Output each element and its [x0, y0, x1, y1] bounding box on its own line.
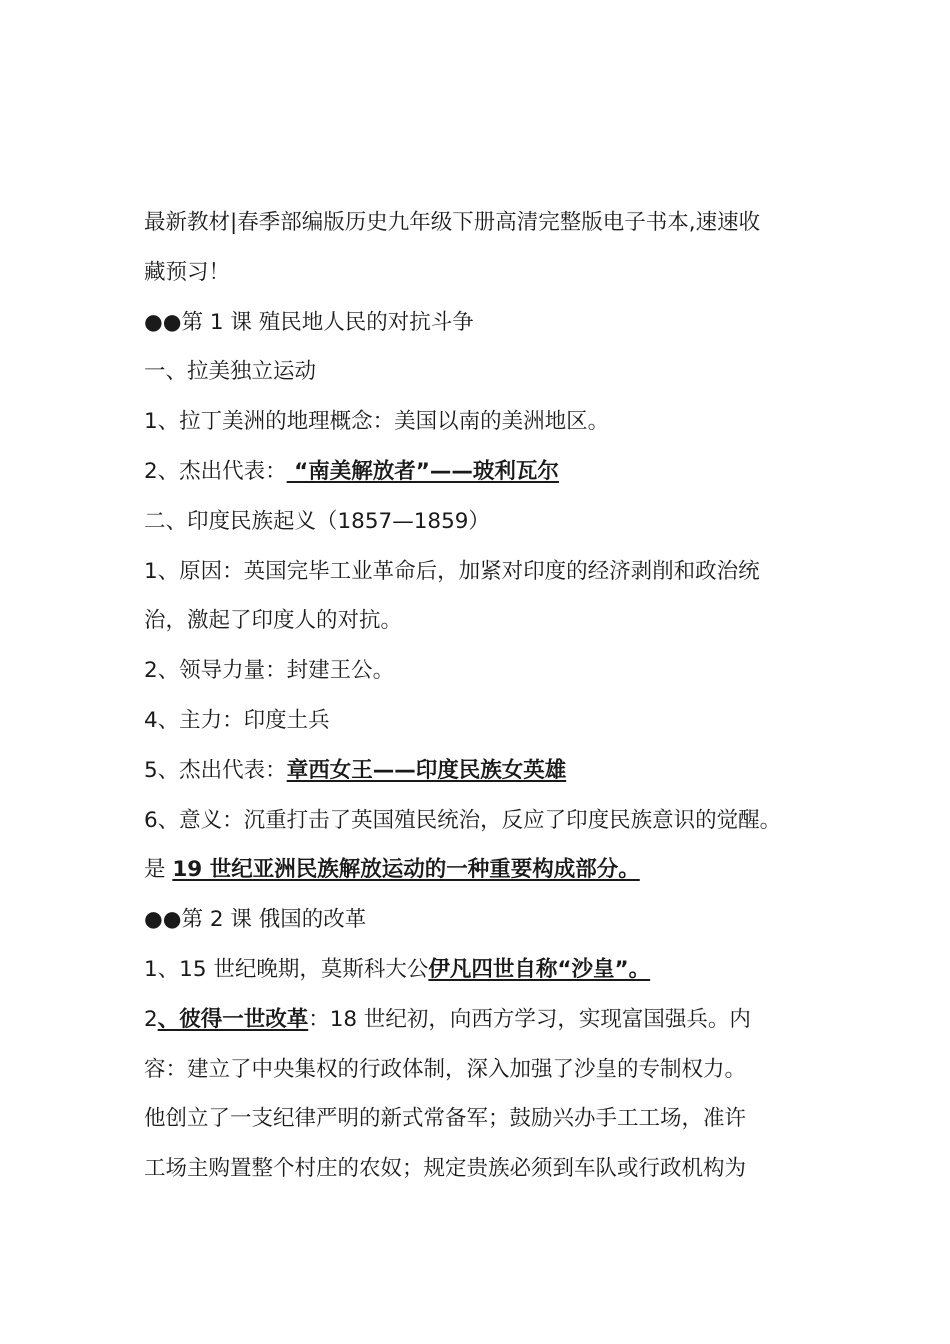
line-text: 一、拉美独立运动: [144, 359, 317, 385]
text-line: [144, 845, 844, 895]
line-text: 5、杰出代表：: [144, 757, 287, 783]
text-line: [144, 646, 844, 696]
line-text: 2、领导力量：封建王公。: [144, 658, 395, 684]
document-body: [144, 198, 844, 1194]
text-line: [144, 198, 844, 248]
section-heading: [144, 497, 844, 547]
emphasis-text: 、彼得一世改革: [157, 1006, 309, 1032]
text-line: [144, 248, 844, 298]
line-text: 6、意义：沉重打击了英国殖民统治，反应了印度民族意识的觉醒。: [144, 807, 782, 833]
line-text: 容：建立了中央集权的行政体制，深入加强了沙皇的专制权力。: [144, 1056, 747, 1082]
line-text: 最新教材|春季部编版历史九年级下册高清完整版电子书本,速速收: [144, 210, 761, 235]
line-text: 1、原因：英国完毕工业革命后，加紧对印度的经济剥削和政治统: [144, 558, 760, 584]
text-line: [144, 447, 844, 497]
line-text: 治，激起了印度人的对抗。: [144, 608, 403, 634]
line-text: ●●第 2 课 俄国的改革: [144, 907, 367, 933]
text-line: [144, 746, 844, 796]
text-line: [144, 596, 844, 646]
text-line: [144, 1144, 844, 1194]
line-text: 4、主力：印度土兵: [144, 707, 330, 733]
text-line: [144, 1094, 844, 1144]
text-line: [144, 397, 844, 447]
text-line: [144, 796, 844, 846]
line-text: 藏预习！: [144, 259, 231, 285]
line-text: 2: [144, 1006, 158, 1032]
emphasis-text: “南美解放者”——玻利瓦尔: [286, 458, 559, 484]
lesson-heading: [144, 298, 844, 348]
line-text: 1、拉丁美洲的地理概念：美国以南的美洲地区。: [144, 409, 610, 435]
line-text: 1、15 世纪晚期，莫斯科大公: [144, 956, 429, 982]
line-text: ●●第 1 课 殖民地人民的对抗斗争: [144, 309, 474, 335]
line-text: 2、杰出代表：: [144, 458, 287, 484]
lesson-heading: [144, 895, 844, 945]
text-line: [144, 696, 844, 746]
text-line: [144, 547, 844, 597]
line-text: 工场主购置整个村庄的农奴；规定贵族必须到车队或行政机构为: [144, 1156, 747, 1182]
line-text-after: ：18 世纪初，向西方学习，实现富国强兵。内: [308, 1006, 751, 1032]
emphasis-text: 伊凡四世自称“沙皇”。: [428, 956, 651, 982]
text-line: [144, 945, 844, 995]
section-heading: [144, 347, 844, 397]
line-text: 二、印度民族起义（1857—1859）: [144, 508, 490, 534]
text-line: [144, 1045, 844, 1095]
emphasis-text: 19 世纪亚洲民族解放运动的一种重要构成部分。: [172, 857, 640, 883]
text-line: [144, 995, 844, 1045]
line-text: 他创立了一支纪律严明的新式常备军；鼓励兴办手工工场，准许: [144, 1106, 747, 1132]
line-text: 是: [144, 857, 173, 883]
emphasis-text: 章西女王——印度民族女英雄: [286, 757, 567, 783]
